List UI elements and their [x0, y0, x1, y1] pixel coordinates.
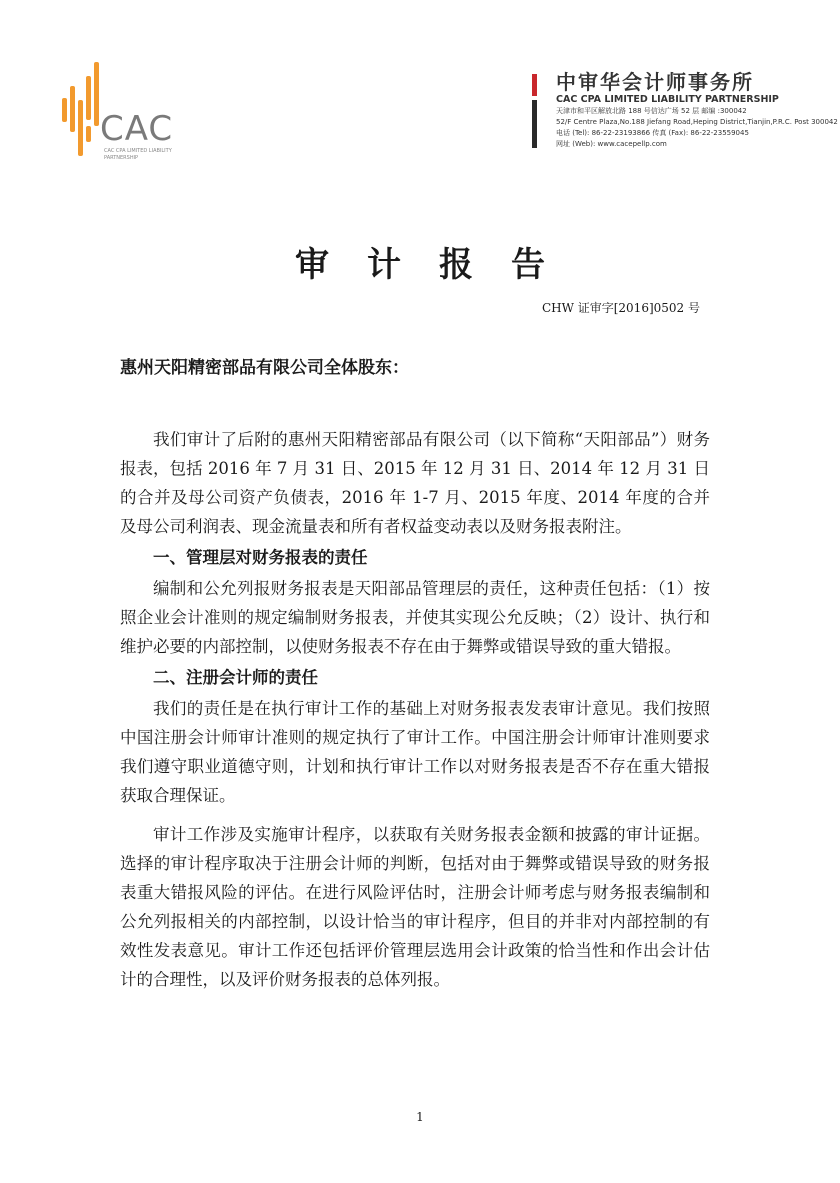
- firm-phone: 电话 (Tel): 86-22-23193866 传真 (Fax): 86-22-23559045: [556, 129, 749, 137]
- firm-address-cn: 天津市和平区解放北路 188 号信达广场 52 层 邮编 :300042: [556, 107, 747, 115]
- page-number: 1: [416, 1110, 424, 1124]
- firm-address-en: 52/F Centre Plaza,No.188 Jiefang Road,Heping District,Tianjin,P.R.C. Post 300042: [556, 118, 838, 126]
- logo-text: CAC: [100, 109, 174, 149]
- firm-mark-icon: [530, 72, 550, 150]
- firm-web: 网址 (Web): www.cacepellp.com: [556, 140, 667, 148]
- paragraph-management-responsibility: 编制和公允列报财务报表是天阳部品管理层的责任，这种责任包括：（1）按照企业会计准则的规定编制财务报表，并使其实现公允反映；（2）设计、执行和维护必要的内部控制，以使财务报表不存在由于舞弊或错误导致的重大错报。: [120, 579, 710, 656]
- paragraph-cpa-responsibility: 我们的责任是在执行审计工作的基础上对财务报表发表审计意见。我们按照中国注册会计师审计准则的规定执行了审计工作。中国注册会计师审计准则要求我们遵守职业道德守则，计划和执行审计工作以对财务报表是否不存在重大错报获取合理保证。: [120, 699, 710, 805]
- addressee: 惠州天阳精密部品有限公司全体股东：: [120, 358, 409, 378]
- heading-cpa-responsibility: 二、注册会计师的责任: [153, 668, 318, 687]
- firm-name-en: CAC CPA LIMITED LIABILITY PARTNERSHIP: [556, 94, 779, 105]
- paragraph-audit-procedures: 审计工作涉及实施审计程序，以获取有关财务报表金额和披露的审计证据。选择的审计程序取决于注册会计师的判断，包括对由于舞弊或错误导致的财务报表重大错报风险的评估。在进行风险评估时，注册会计师考虑与财务报表编制和公允列报相关的内部控制，以设计恰当的审计程序，但目的并非对内部控制的有效性发表意见。审计工作还包括评价管理层选用会计政策的恰当性和作出会计估计的合理性，以及评价财务报表的总体列报。: [120, 825, 710, 989]
- logo-subtitle: CAC CPA LIMITED LIABILITY PARTNERSHIP: [104, 148, 172, 161]
- firm-name-cn: 中审华会计师事务所: [556, 70, 754, 94]
- report-title: 审计报告: [295, 245, 583, 285]
- paragraph-intro: 我们审计了后附的惠州天阳精密部品有限公司（以下简称“天阳部品”）财务报表，包括 2016 年 7 月 31 日、2015 年 12 月 31 日、2014 年 12 月 31 日的合并及母公司资产负债表，2016 年 1-7 月、2015 年度、2014 年度的合并及母公司利润表、现金流量表和所有者权益变动表以及财务报表附注。: [120, 430, 710, 536]
- report-body: [120, 425, 710, 994]
- heading-management-responsibility: 一、管理层对财务报表的责任: [153, 548, 368, 567]
- report-number: CHW 证审字[2016]0502 号: [541, 301, 700, 315]
